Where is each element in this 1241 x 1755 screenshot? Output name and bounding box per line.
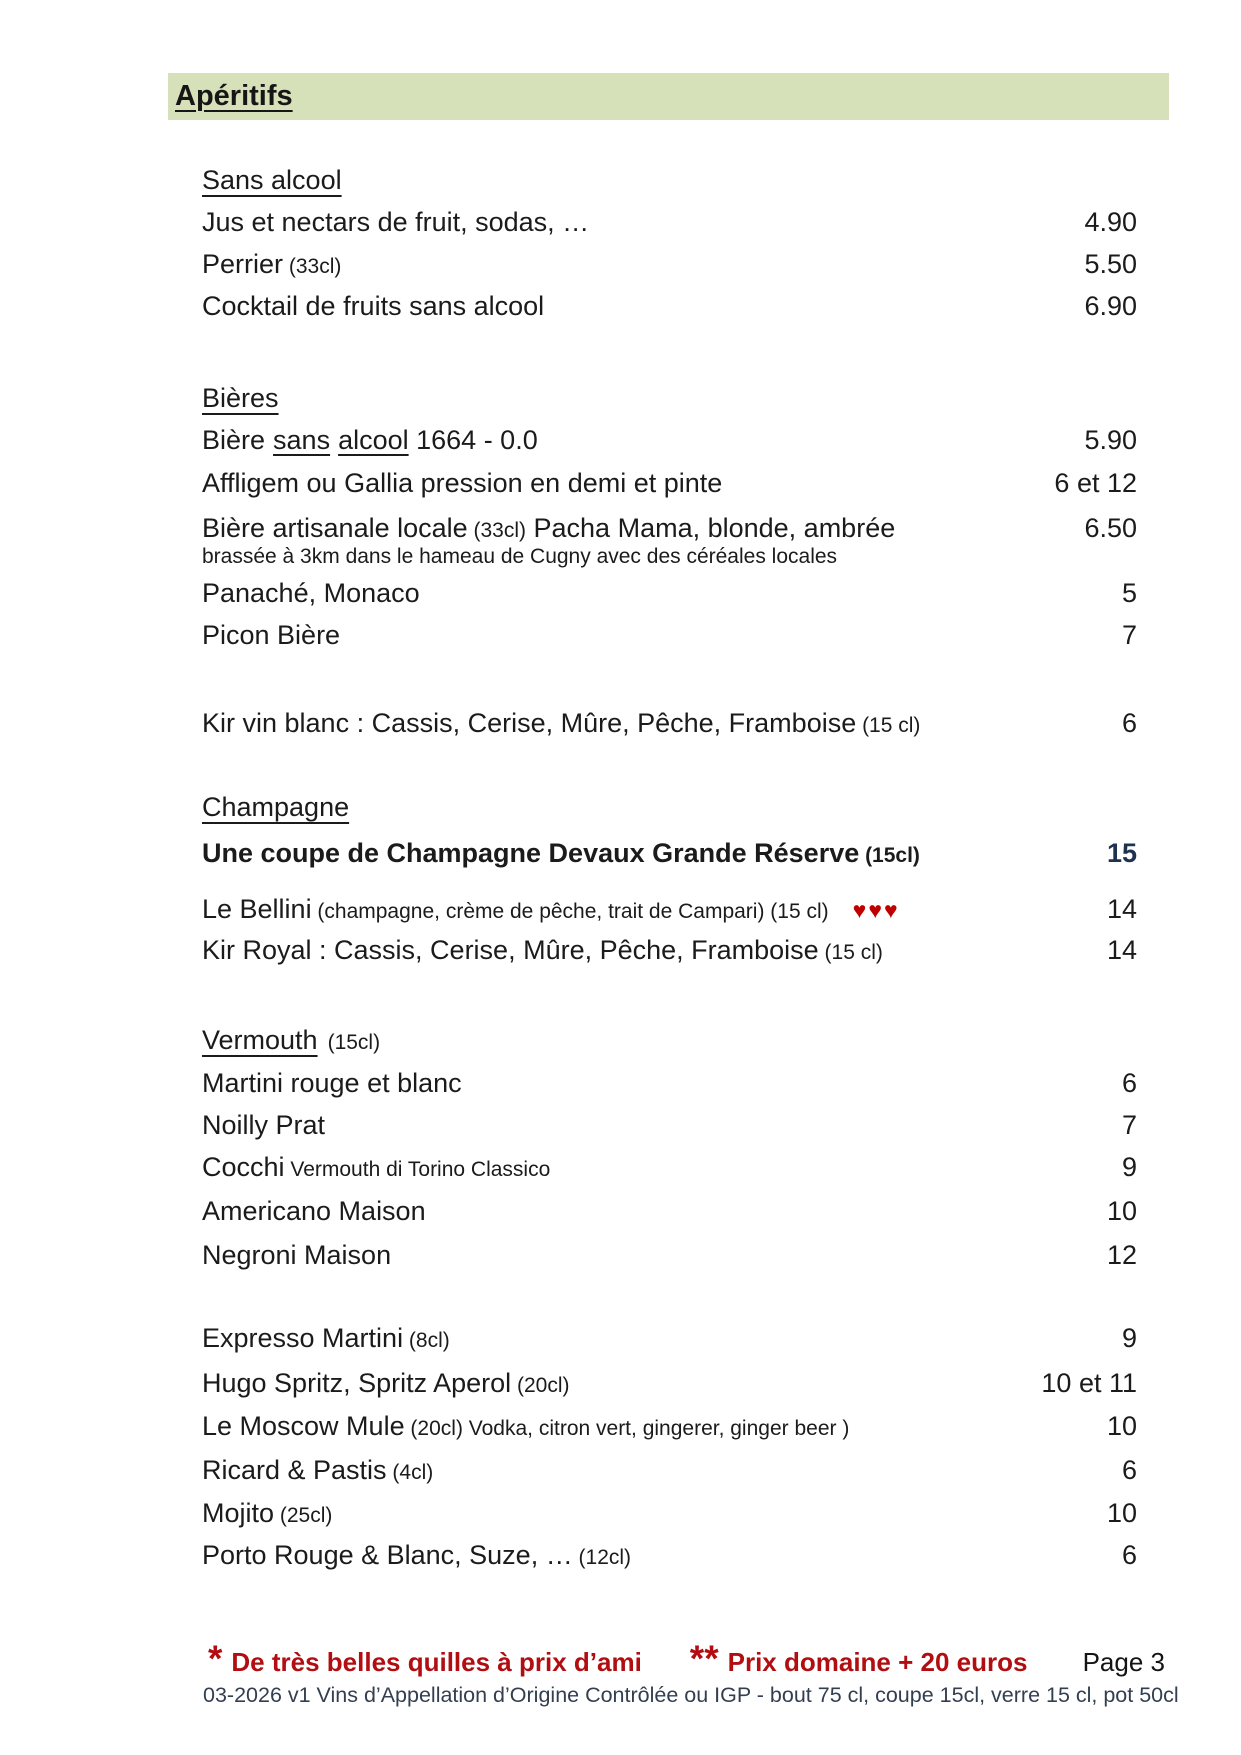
item-detail: (33cl) (467, 519, 527, 542)
menu-item-row (202, 1498, 1137, 1529)
menu-item-row (202, 894, 1137, 925)
item-price: 6.90 (1084, 291, 1137, 321)
footer-note-text: Prix domaine + 20 euros (727, 1647, 1028, 1677)
item-name-underlined: alcool (338, 425, 409, 455)
item-price: 6 (1121, 1455, 1137, 1485)
menu-item-row (202, 1368, 1137, 1399)
item-name: Affligem ou Gallia pression en demi et pinte (202, 468, 723, 498)
item-name: Bière artisanale locale (33cl) Pacha Mama, blonde, ambrée (202, 513, 896, 543)
section-heading-champagne: Champagne (202, 792, 350, 822)
item-name: Porto Rouge & Blanc, Suze, … (12cl) (202, 1540, 632, 1570)
item-price: 6 (1121, 708, 1137, 738)
item-name: Jus et nectars de fruit, sodas, … (202, 207, 590, 237)
menu-item-row (202, 838, 1137, 869)
page-number: Page 3 (1082, 1647, 1165, 1677)
item-price: 6 (1121, 1068, 1137, 1098)
item-price: 5.90 (1084, 425, 1137, 455)
item-name: Perrier (33cl) (202, 249, 342, 279)
item-name: Noilly Prat (202, 1110, 326, 1140)
hearts-icon: ♥♥♥ (852, 897, 900, 923)
menu-item-row (202, 1323, 1137, 1354)
menu-item-row (202, 1540, 1137, 1571)
item-name: Le Bellini (champagne, crème de pêche, trait de Campari) (15 cl) ♥♥♥ (202, 894, 900, 924)
menu-item-row (202, 249, 1137, 280)
item-price: 5 (1121, 578, 1137, 608)
menu-item-row (202, 1152, 1137, 1183)
menu-item-row (202, 513, 1137, 544)
item-detail: (33cl) (283, 255, 342, 278)
item-price: 6 (1121, 1540, 1137, 1570)
item-detail: (champagne, crème de pêche, trait de Campari) (15 cl) (311, 900, 829, 923)
item-price: 10 et 11 (1041, 1368, 1137, 1398)
item-price: 14 (1106, 894, 1137, 924)
item-suffix: Pacha Mama, blonde, ambrée (526, 513, 896, 543)
item-name: Cocchi Vermouth di Torino Classico (202, 1152, 551, 1182)
item-detail: Vermouth di Torino Classico (284, 1158, 551, 1181)
footer-note-text: De très belles quilles à prix d’ami (231, 1647, 642, 1677)
section-heading-vermouth: Vermouth (15cl) (202, 1025, 381, 1055)
item-price: 10 (1106, 1196, 1137, 1226)
section-heading-sans-alcool: Sans alcool (202, 165, 342, 195)
item-price: 6 et 12 (1054, 468, 1137, 498)
section-heading-bieres: Bières (202, 383, 279, 413)
item-name: Mojito (25cl) (202, 1498, 333, 1528)
menu-item-row (202, 1411, 1137, 1442)
menu-item-row (202, 935, 1137, 966)
item-detail: (25cl) (274, 1504, 333, 1527)
item-name: Panaché, Monaco (202, 578, 420, 608)
menu-item-row (202, 425, 1137, 456)
menu-item-row (202, 1110, 1137, 1141)
item-note: brassée à 3km dans le hameau de Cugny avec des céréales locales (202, 545, 838, 568)
heading-detail: (15cl) (327, 1031, 381, 1054)
item-detail: (20cl) (511, 1374, 570, 1397)
item-price: 12 (1106, 1240, 1137, 1270)
item-detail: (4cl) (386, 1461, 434, 1484)
item-name: Une coupe de Champagne Devaux Grande Réserve (15cl) (202, 838, 920, 868)
item-name: Cocktail de fruits sans alcool (202, 291, 545, 321)
item-price: 10 (1106, 1411, 1137, 1441)
item-detail: (8cl) (403, 1329, 450, 1352)
menu-item-row (202, 1455, 1137, 1486)
section-title-bar (168, 73, 1169, 120)
item-name: Negroni Maison (202, 1240, 392, 1270)
item-detail: (15cl) (859, 844, 920, 867)
item-price: 10 (1106, 1498, 1137, 1528)
item-suffix: 1664 - 0.0 (408, 425, 538, 455)
item-name: Le Moscow Mule (20cl) Vodka, citron vert, gingerer, ginger beer ) (202, 1411, 850, 1441)
menu-item-row (202, 578, 1137, 609)
item-price: 6.50 (1084, 513, 1137, 543)
footer-note: * De très belles quilles à prix d’ami ** Prix domaine + 20 euros (208, 1638, 1028, 1679)
item-name: Bière sans alcool 1664 - 0.0 (202, 425, 538, 455)
item-detail: (12cl) (572, 1546, 632, 1569)
item-price: 4.90 (1084, 207, 1137, 237)
item-price: 5.50 (1084, 249, 1137, 279)
menu-item-row (202, 207, 1137, 238)
item-name: Expresso Martini (8cl) (202, 1323, 450, 1353)
item-name: Americano Maison (202, 1196, 426, 1226)
item-name: Ricard & Pastis (4cl) (202, 1455, 434, 1485)
item-price: 7 (1121, 1110, 1137, 1140)
item-name: Martini rouge et blanc (202, 1068, 462, 1098)
item-price: 7 (1121, 620, 1137, 650)
item-price: 15 (1106, 838, 1137, 868)
menu-item-row (202, 1196, 1137, 1227)
menu-item-row (202, 620, 1137, 651)
item-price: 9 (1121, 1323, 1137, 1353)
item-price: 9 (1121, 1152, 1137, 1182)
item-name-underlined: sans (273, 425, 331, 455)
item-price: 14 (1106, 935, 1137, 965)
menu-item-row (202, 708, 1137, 739)
item-name: Kir Royal : Cassis, Cerise, Mûre, Pêche, Framboise (15 cl) (202, 935, 883, 965)
menu-item-row (202, 1240, 1137, 1271)
page-title: Apéritifs (175, 80, 293, 112)
item-detail: (15 cl) (856, 714, 921, 737)
menu-item-row (202, 291, 1137, 322)
item-name: Kir vin blanc : Cassis, Cerise, Mûre, Pêche, Framboise (15 cl) (202, 708, 921, 738)
item-detail: (20cl) Vodka, citron vert, gingerer, ginger beer ) (404, 1417, 850, 1440)
item-name: Picon Bière (202, 620, 341, 650)
footer-info: 03-2026 v1 Vins d’Appellation d’Origine Contrôlée ou IGP - bout 75 cl, coupe 15cl, verre 15 cl, pot 50cl (203, 1683, 1179, 1707)
menu-item-row (202, 468, 1137, 499)
menu-item-row (202, 1068, 1137, 1099)
item-detail: (15 cl) (818, 941, 883, 964)
item-name: Hugo Spritz, Spritz Aperol (20cl) (202, 1368, 570, 1398)
